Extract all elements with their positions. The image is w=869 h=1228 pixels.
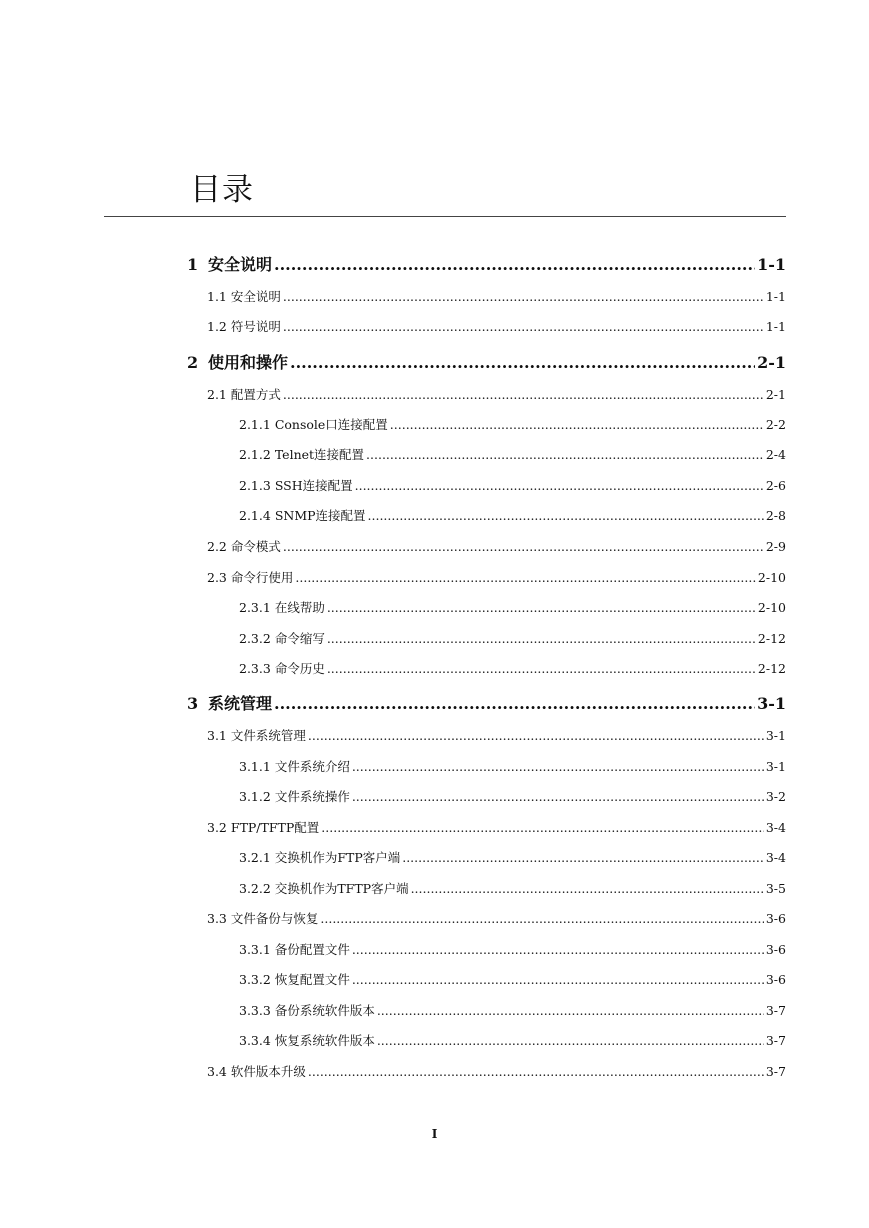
- toc-entry-page: 2-9: [765, 539, 786, 554]
- toc-dot-leader: [368, 507, 764, 525]
- toc-entry-number: 3.1: [207, 728, 227, 743]
- toc-entry-level-3[interactable]: [239, 507, 786, 525]
- toc-entry-number: 2.1.1: [239, 417, 271, 432]
- toc-dot-leader: [352, 941, 764, 959]
- toc-dot-leader: [308, 727, 764, 745]
- toc-entry-page: 3-1: [757, 694, 786, 713]
- toc-entry-level-1[interactable]: [187, 693, 786, 715]
- toc-dot-leader: [355, 477, 764, 495]
- toc-entry-page: 2-6: [765, 478, 786, 493]
- toc-entry-number: 3.4: [207, 1064, 227, 1079]
- toc-entry-title: 在线帮助: [274, 600, 325, 615]
- toc-entry-number: 2.3.1: [239, 600, 271, 615]
- toc-entry-page: 3-5: [765, 881, 786, 896]
- toc-entry-page: 3-1: [765, 759, 786, 774]
- toc-dot-leader: [320, 910, 763, 928]
- toc-entry-page: 1-1: [765, 319, 786, 334]
- toc-entry-number: 3.1.1: [239, 759, 271, 774]
- toc-entry-level-2[interactable]: [207, 727, 786, 745]
- toc-dot-leader: [327, 630, 756, 648]
- toc-dot-leader: [327, 599, 756, 617]
- toc-entry-level-3[interactable]: [239, 758, 786, 776]
- toc-entry-title: 符号说明: [230, 319, 281, 334]
- toc-dot-leader: [274, 693, 755, 715]
- toc-dot-leader: [283, 386, 764, 404]
- page-number: I: [431, 1127, 438, 1141]
- toc-entry-number: 2: [187, 353, 199, 372]
- toc-entry-number: 3.1.2: [239, 789, 271, 804]
- toc-entry-number: 3.3: [207, 911, 227, 926]
- toc-entry-page: 3-7: [765, 1064, 786, 1079]
- toc-entry-page: 2-1: [757, 353, 786, 372]
- toc-entry-level-3[interactable]: [239, 477, 786, 495]
- toc-entry-title: 系统管理: [208, 694, 273, 713]
- toc-entry-level-2[interactable]: [207, 288, 786, 306]
- toc-entry-page: 2-12: [757, 631, 786, 646]
- toc-entry-page: 3-1: [765, 728, 786, 743]
- toc-dot-leader: [308, 1063, 764, 1081]
- toc-entry-number: 2.3.3: [239, 661, 271, 676]
- toc-entry-level-3[interactable]: [239, 941, 786, 959]
- toc-entry-number: 1: [187, 255, 199, 274]
- toc-entry-page: 2-8: [765, 508, 786, 523]
- toc-entry-page: 3-6: [765, 942, 786, 957]
- toc-entry-level-2[interactable]: [207, 538, 786, 556]
- toc-entry-number: 2.1.3: [239, 478, 271, 493]
- toc-entry-title: 交换机作为TFTP客户端: [274, 881, 409, 896]
- toc-entry-title: Console口连接配置: [274, 417, 388, 432]
- toc-entry-level-3[interactable]: [239, 1002, 786, 1020]
- toc-entry-page: 3-2: [765, 789, 786, 804]
- toc-dot-leader: [283, 538, 764, 556]
- toc-entry-level-3[interactable]: [239, 599, 786, 617]
- toc-entry-page: 2-4: [765, 447, 786, 462]
- toc-entry-title: 命令模式: [230, 539, 281, 554]
- toc-entry-page: 1-1: [765, 289, 786, 304]
- toc-entry-page: 1-1: [757, 255, 786, 274]
- toc-entry-number: 2.3.2: [239, 631, 271, 646]
- toc-entry-level-2[interactable]: [207, 386, 786, 404]
- toc-entry-title: 命令行使用: [230, 570, 294, 585]
- toc-dot-leader: [352, 758, 764, 776]
- toc-entry-number: 3: [187, 694, 199, 713]
- toc-entry-title: 文件系统介绍: [274, 759, 350, 774]
- toc-entry-level-3[interactable]: [239, 880, 786, 898]
- toc-entry-level-2[interactable]: [207, 910, 786, 928]
- toc-entry-page: 2-10: [757, 600, 786, 615]
- toc-entry-level-3[interactable]: [239, 1032, 786, 1050]
- toc-entry-number: 2.3: [207, 570, 227, 585]
- toc-dot-leader: [283, 318, 764, 336]
- toc-entry-title: 文件备份与恢复: [230, 911, 319, 926]
- toc-entry-level-1[interactable]: [187, 254, 786, 276]
- toc-dot-leader: [283, 288, 764, 306]
- toc-entry-title: 命令缩写: [274, 631, 325, 646]
- toc-entry-page: 3-4: [765, 820, 786, 835]
- toc-entry-page: 2-2: [765, 417, 786, 432]
- toc-entry-title: 备份配置文件: [274, 942, 350, 957]
- toc-dot-leader: [366, 446, 764, 464]
- toc-dot-leader: [321, 819, 764, 837]
- toc-entry-number: 2.1: [207, 387, 227, 402]
- toc-entry-page: 2-12: [757, 661, 786, 676]
- toc-entry-level-3[interactable]: [239, 446, 786, 464]
- toc-entry-page: 3-7: [765, 1033, 786, 1048]
- toc-entry-level-3[interactable]: [239, 849, 786, 867]
- toc-entry-level-2[interactable]: [207, 318, 786, 336]
- toc-entry-level-3[interactable]: [239, 416, 786, 434]
- toc-entry-page: 2-1: [765, 387, 786, 402]
- toc-entry-number: 2.1.4: [239, 508, 271, 523]
- toc-entry-level-2[interactable]: [207, 1063, 786, 1081]
- toc-entry-number: 3.3.1: [239, 942, 271, 957]
- toc-entry-title: 命令历史: [274, 661, 325, 676]
- toc-entry-page: 3-6: [765, 911, 786, 926]
- toc-entry-number: 3.3.4: [239, 1033, 271, 1048]
- toc-entry-level-1[interactable]: [187, 352, 786, 374]
- toc-entry-number: 3.2.1: [239, 850, 271, 865]
- toc-entry-number: 2.1.2: [239, 447, 271, 462]
- toc-entry-title: 配置方式: [230, 387, 281, 402]
- toc-entry-title: 安全说明: [208, 255, 273, 274]
- toc-entry-page: 2-10: [757, 570, 786, 585]
- toc-entry-level-3[interactable]: [239, 971, 786, 989]
- toc-entry-title: SSH连接配置: [274, 478, 353, 493]
- toc-entry-title: 软件版本升级: [230, 1064, 306, 1079]
- toc-entry-number: 1.2: [207, 319, 227, 334]
- toc-entry-number: 2.2: [207, 539, 227, 554]
- toc-entry-title: 使用和操作: [208, 353, 289, 372]
- toc-entry-title: 备份系统软件版本: [274, 1003, 375, 1018]
- toc-dot-leader: [377, 1002, 764, 1020]
- toc-entry-number: 3.2: [207, 820, 227, 835]
- toc-dot-leader: [411, 880, 764, 898]
- toc-entry-title: 文件系统操作: [274, 789, 350, 804]
- toc-entry-title: 交换机作为FTP客户端: [274, 850, 401, 865]
- toc-dot-leader: [290, 352, 755, 374]
- toc-dot-leader: [390, 416, 764, 434]
- toc-dot-leader: [274, 254, 755, 276]
- toc-entry-number: 1.1: [207, 289, 227, 304]
- toc-dot-leader: [402, 849, 764, 867]
- toc-entry-title: 恢复配置文件: [274, 972, 350, 987]
- toc-entry-level-2[interactable]: [207, 819, 786, 837]
- toc-dot-leader: [377, 1032, 764, 1050]
- toc-entry-page: 3-7: [765, 1003, 786, 1018]
- toc-entry-title: 安全说明: [230, 289, 281, 304]
- toc-dot-leader: [295, 569, 756, 587]
- toc-dot-leader: [352, 788, 764, 806]
- toc-entry-page: 3-6: [765, 972, 786, 987]
- toc-entry-level-3[interactable]: [239, 788, 786, 806]
- toc-entry-number: 3.3.3: [239, 1003, 271, 1018]
- toc-entry-title: 恢复系统软件版本: [274, 1033, 375, 1048]
- toc-entry-number: 3.2.2: [239, 881, 271, 896]
- toc-entry-level-2[interactable]: [207, 569, 786, 587]
- toc-dot-leader: [327, 660, 756, 678]
- toc-entry-level-3[interactable]: [239, 630, 786, 648]
- toc-entry-level-3[interactable]: [239, 660, 786, 678]
- page-title: 目录: [190, 172, 254, 208]
- toc-entry-title: 文件系统管理: [230, 728, 306, 743]
- toc-entry-title: FTP/TFTP配置: [230, 820, 320, 835]
- toc-entry-title: SNMP连接配置: [274, 508, 366, 523]
- toc-dot-leader: [352, 971, 764, 989]
- toc-entry-title: Telnet连接配置: [274, 447, 365, 462]
- toc-entry-number: 3.3.2: [239, 972, 271, 987]
- toc-entry-page: 3-4: [765, 850, 786, 865]
